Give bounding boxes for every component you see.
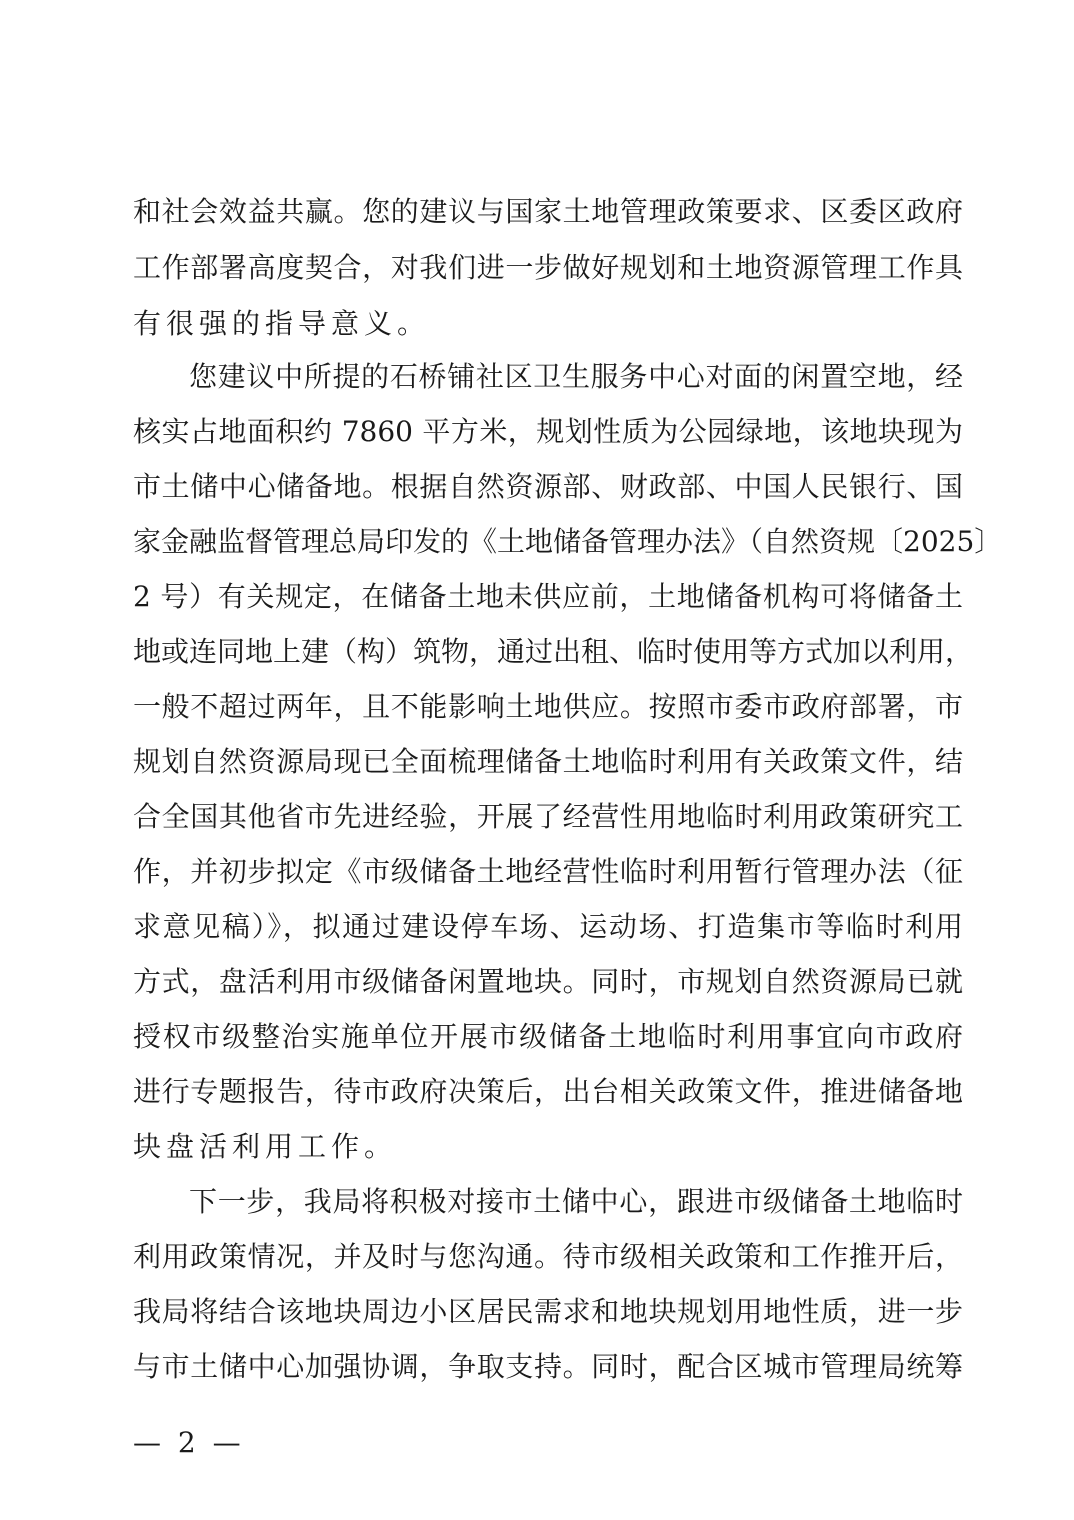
text-line: 地或连同地上建（构）筑物，通过出租、临时使用等方式加以利用， bbox=[133, 635, 974, 668]
text-line: 我局将结合该地块周边小区居民需求和地块规划用地性质，进一步 bbox=[133, 1295, 963, 1328]
text-line: 有很强的指导意义。 bbox=[133, 307, 431, 340]
text-line: 工作部署高度契合，对我们进一步做好规划和土地资源管理工作具 bbox=[133, 251, 963, 284]
text-line: 一般不超过两年，且不能影响土地供应。按照市委市政府部署，市 bbox=[133, 690, 963, 723]
text-line: 和社会效益共赢。您的建议与国家土地管理政策要求、区委区政府 bbox=[133, 195, 963, 228]
text-line: 规划自然资源局现已全面梳理储备土地临时利用有关政策文件，结 bbox=[133, 745, 963, 778]
text-line: 利用政策情况，并及时与您沟通。待市级相关政策和工作推开后， bbox=[133, 1240, 963, 1273]
paragraph-first-line: 下一步，我局将积极对接市土储中心，跟进市级储备土地临时 bbox=[189, 1185, 963, 1218]
text-line: 块盘活利用工作。 bbox=[133, 1130, 398, 1163]
text-line: 作，并初步拟定《市级储备土地经营性临时利用暂行管理办法（征 bbox=[133, 855, 963, 888]
text-line: 核实占地面积约 7860 平方米，规划性质为公园绿地，该地块现为 bbox=[133, 415, 963, 448]
text-line: 家金融监督管理总局印发的《土地储备管理办法》（自然资规〔2025〕 bbox=[133, 525, 1003, 558]
text-line: 市土储中心储备地。根据自然资源部、财政部、中国人民银行、国 bbox=[133, 470, 963, 503]
text-line: 与市土储中心加强协调，争取支持。同时，配合区城市管理局统筹 bbox=[133, 1350, 963, 1383]
text-line: 2 号）有关规定，在储备土地未供应前，土地储备机构可将储备土 bbox=[133, 580, 963, 613]
page-number: — 2 — bbox=[133, 1426, 245, 1459]
text-line: 合全国其他省市先进经验，开展了经营性用地临时利用政策研究工 bbox=[133, 800, 963, 833]
text-line: 授权市级整治实施单位开展市级储备土地临时利用事宜向市政府 bbox=[133, 1020, 963, 1053]
text-line: 进行专题报告，待市政府决策后，出台相关政策文件，推进储备地 bbox=[133, 1075, 963, 1108]
text-line: 方式，盘活利用市级储备闲置地块。同时，市规划自然资源局已就 bbox=[133, 965, 963, 998]
text-line: 求意见稿）》，拟通过建设停车场、运动场、打造集市等临时利用 bbox=[133, 910, 963, 943]
paragraph-first-line: 您建议中所提的石桥铺社区卫生服务中心对面的闲置空地，经 bbox=[189, 360, 963, 393]
